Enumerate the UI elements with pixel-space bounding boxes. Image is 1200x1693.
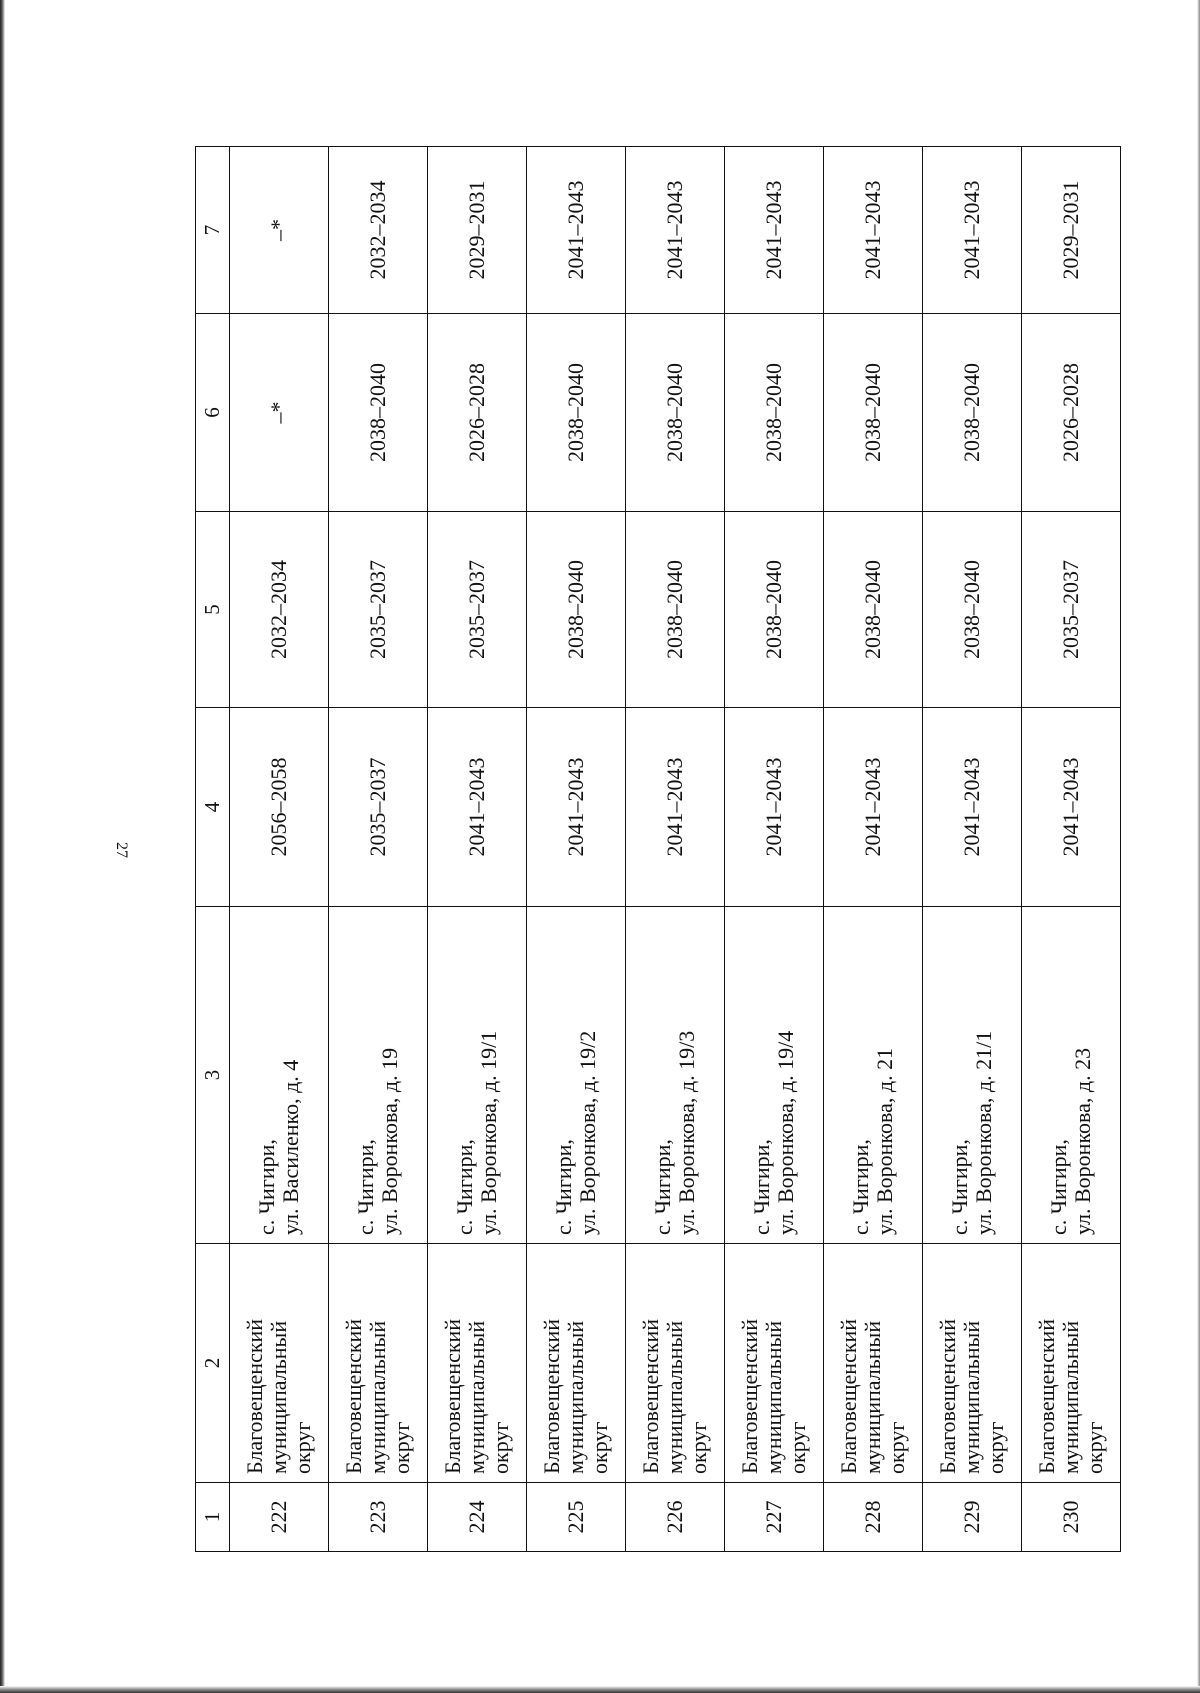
address-line: с. Чигири, — [253, 1139, 279, 1235]
period-col5: 2035–2037 — [1022, 512, 1121, 708]
address-cell — [527, 907, 626, 1244]
municipality-line: округ — [686, 1421, 712, 1474]
table-row — [824, 147, 923, 1552]
municipality-line: округ — [1082, 1421, 1108, 1474]
address-line: ул. Воронкова, д. 23 — [1070, 1047, 1095, 1235]
municipality-line: муниципальный — [1057, 1320, 1083, 1474]
municipality-cell — [329, 1244, 428, 1483]
municipality-line: Благовещенский — [637, 1318, 663, 1474]
municipality-line: округ — [290, 1421, 316, 1474]
address-line: ул. Воронкова, д. 19/1 — [476, 1030, 501, 1235]
municipality-line: муниципальный — [958, 1320, 984, 1474]
period-col6: 2026–2028 — [428, 314, 527, 512]
period-col6: 2038–2040 — [923, 314, 1022, 512]
address-line: ул. Воронкова, д. 21 — [872, 1047, 897, 1235]
period-col6: 2038–2040 — [329, 314, 428, 512]
address-line: ул. Воронкова, д. 21/1 — [971, 1030, 996, 1235]
municipality-line: муниципальный — [265, 1320, 291, 1474]
table-row — [230, 147, 329, 1552]
municipality-line: Благовещенский — [241, 1318, 267, 1474]
municipality-line: Благовещенский — [1033, 1318, 1059, 1474]
period-col7: 2029–2031 — [1022, 147, 1121, 314]
period-col4: 2041–2043 — [527, 708, 626, 907]
address-line: с. Чигири, — [451, 1139, 477, 1235]
municipality-line: Благовещенский — [835, 1318, 861, 1474]
period-col7: 2029–2031 — [428, 147, 527, 314]
period-col5: 2038–2040 — [824, 512, 923, 708]
table-row — [527, 147, 626, 1552]
address-line: ул. Воронкова, д. 19/2 — [575, 1030, 600, 1235]
address-line: ул. Василенко, д. 4 — [278, 1059, 303, 1235]
header-cell: 3 — [196, 907, 230, 1244]
municipality-line: Благовещенский — [439, 1318, 465, 1474]
period-col6: 2038–2040 — [725, 314, 824, 512]
header-cell: 1 — [196, 1483, 230, 1552]
address-cell — [824, 907, 923, 1244]
row-number: 228 — [824, 1483, 923, 1552]
address-line: с. Чигири, — [847, 1139, 873, 1235]
municipality-line: округ — [587, 1421, 613, 1474]
municipality-cell — [626, 1244, 725, 1483]
municipality-line: муниципальный — [463, 1320, 489, 1474]
period-col7: 2041–2043 — [824, 147, 923, 314]
period-col6: 2038–2040 — [527, 314, 626, 512]
table-row — [428, 147, 527, 1552]
municipality-line: муниципальный — [859, 1320, 885, 1474]
period-col7: 2032–2034 — [329, 147, 428, 314]
address-line: с. Чигири, — [946, 1139, 972, 1235]
address-line: с. Чигири, — [748, 1139, 774, 1235]
address-line: с. Чигири, — [649, 1139, 675, 1235]
rotated-table-container — [195, 147, 1120, 1552]
row-number: 226 — [626, 1483, 725, 1552]
header-cell: 2 — [196, 1244, 230, 1483]
period-col5: 2035–2037 — [329, 512, 428, 708]
row-number: 222 — [230, 1483, 329, 1552]
table-body — [196, 147, 1121, 1552]
row-number: 229 — [923, 1483, 1022, 1552]
municipality-cell — [527, 1244, 626, 1483]
municipality-line: муниципальный — [562, 1320, 588, 1474]
scan-edge-bottom — [0, 1686, 1200, 1693]
schedule-table — [195, 146, 1121, 1552]
row-number: 223 — [329, 1483, 428, 1552]
municipality-line: муниципальный — [760, 1320, 786, 1474]
municipality-line: Благовещенский — [340, 1318, 366, 1474]
table-row — [1022, 147, 1121, 1552]
municipality-line: Благовещенский — [736, 1318, 762, 1474]
period-col7: 2041–2043 — [527, 147, 626, 314]
address-line: с. Чигири, — [352, 1139, 378, 1235]
header-cell: 5 — [196, 512, 230, 708]
address-line: с. Чигири, — [1045, 1139, 1071, 1235]
table-header-row — [196, 147, 230, 1552]
address-cell — [923, 907, 1022, 1244]
period-col4: 2041–2043 — [725, 708, 824, 907]
municipality-line: муниципальный — [364, 1320, 390, 1474]
period-col4: 2041–2043 — [428, 708, 527, 907]
period-col6: –* — [230, 314, 329, 512]
page-number: 27 — [113, 842, 130, 858]
period-col7: 2041–2043 — [923, 147, 1022, 314]
row-number: 227 — [725, 1483, 824, 1552]
period-col5: 2035–2037 — [428, 512, 527, 708]
row-number: 224 — [428, 1483, 527, 1552]
table-row — [725, 147, 824, 1552]
period-col4: 2056–2058 — [230, 708, 329, 907]
address-line: ул. Воронкова, д. 19/4 — [773, 1030, 798, 1235]
period-col7: –* — [230, 147, 329, 314]
period-col7: 2041–2043 — [626, 147, 725, 314]
period-col7: 2041–2043 — [725, 147, 824, 314]
municipality-cell — [725, 1244, 824, 1483]
table-row — [626, 147, 725, 1552]
municipality-cell — [1022, 1244, 1121, 1483]
address-cell — [725, 907, 824, 1244]
period-col5: 2032–2034 — [230, 512, 329, 708]
period-col6: 2026–2028 — [1022, 314, 1121, 512]
period-col4: 2041–2043 — [923, 708, 1022, 907]
address-line: ул. Воронкова, д. 19/3 — [674, 1030, 699, 1235]
period-col5: 2038–2040 — [923, 512, 1022, 708]
period-col5: 2038–2040 — [725, 512, 824, 708]
municipality-line: округ — [884, 1421, 910, 1474]
municipality-line: округ — [389, 1421, 415, 1474]
municipality-line: Благовещенский — [538, 1318, 564, 1474]
municipality-line: округ — [983, 1421, 1009, 1474]
address-cell — [230, 907, 329, 1244]
address-cell — [1022, 907, 1121, 1244]
municipality-cell — [824, 1244, 923, 1483]
header-cell: 4 — [196, 708, 230, 907]
period-col4: 2041–2043 — [626, 708, 725, 907]
period-col4: 2035–2037 — [329, 708, 428, 907]
table-row — [923, 147, 1022, 1552]
municipality-cell — [923, 1244, 1022, 1483]
period-col5: 2038–2040 — [527, 512, 626, 708]
row-number: 230 — [1022, 1483, 1121, 1552]
municipality-line: округ — [785, 1421, 811, 1474]
header-cell: 7 — [196, 147, 230, 314]
period-col6: 2038–2040 — [824, 314, 923, 512]
period-col4: 2041–2043 — [1022, 708, 1121, 907]
address-line: с. Чигири, — [550, 1139, 576, 1235]
header-cell: 6 — [196, 314, 230, 512]
municipality-line: муниципальный — [661, 1320, 687, 1474]
municipality-line: округ — [488, 1421, 514, 1474]
period-col4: 2041–2043 — [824, 708, 923, 907]
municipality-line: Благовещенский — [934, 1318, 960, 1474]
municipality-cell — [230, 1244, 329, 1483]
address-cell — [428, 907, 527, 1244]
table-row — [329, 147, 428, 1552]
municipality-cell — [428, 1244, 527, 1483]
row-number: 225 — [527, 1483, 626, 1552]
address-line: ул. Воронкова, д. 19 — [377, 1047, 402, 1235]
address-cell — [329, 907, 428, 1244]
period-col6: 2038–2040 — [626, 314, 725, 512]
address-cell — [626, 907, 725, 1244]
period-col5: 2038–2040 — [626, 512, 725, 708]
scan-edge-left — [0, 0, 5, 1693]
